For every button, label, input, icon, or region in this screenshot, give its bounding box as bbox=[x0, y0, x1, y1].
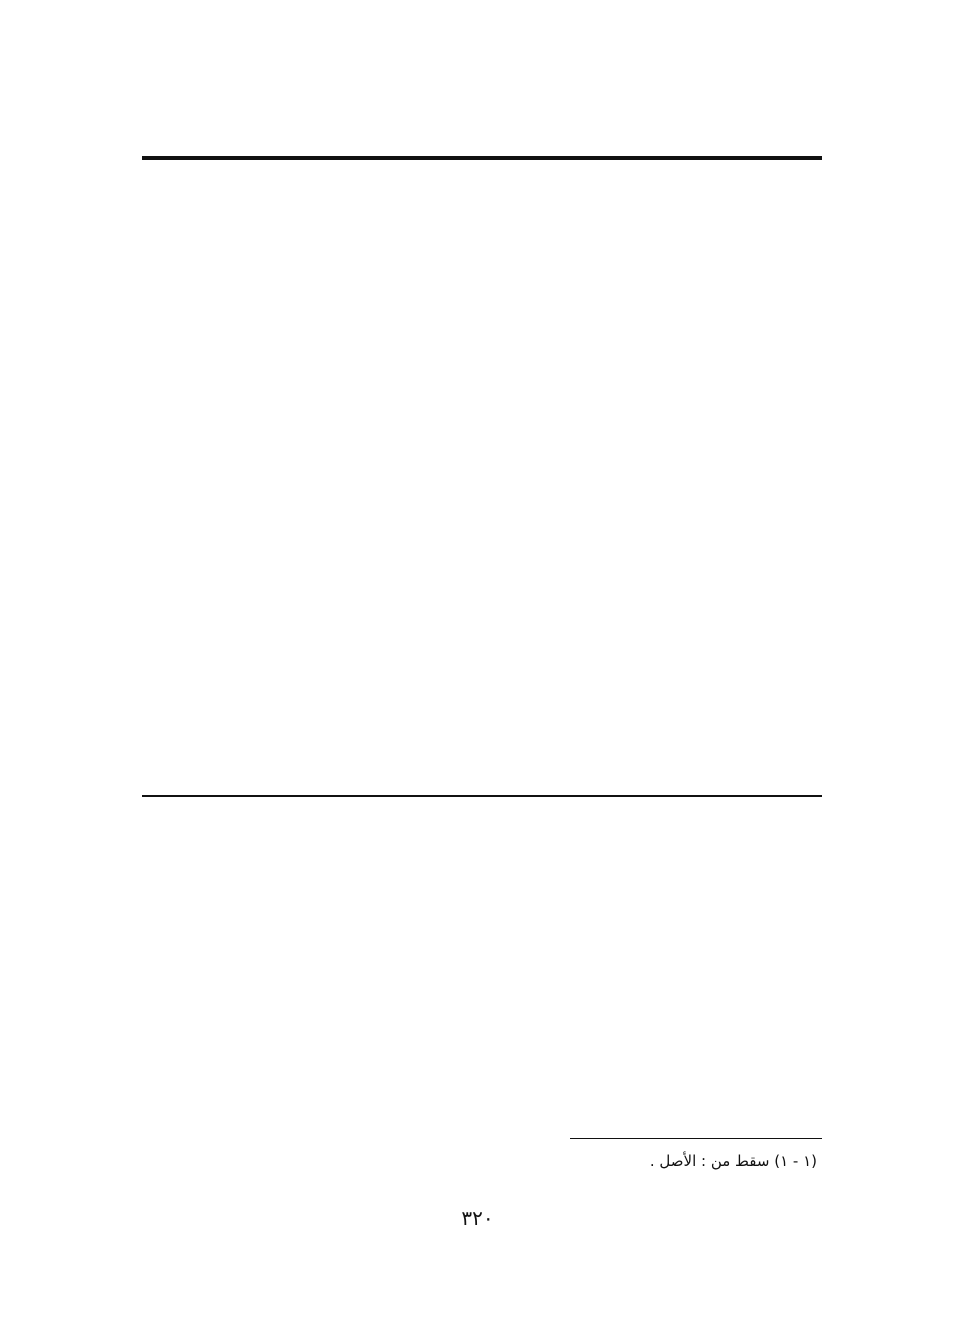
page-number: ٣٢٠ bbox=[461, 1206, 494, 1230]
section-divider bbox=[142, 795, 822, 797]
footnote: (١ - ١) سقط من : الأصل . bbox=[649, 1152, 817, 1170]
footnote-rule bbox=[570, 1138, 822, 1139]
heading-rule bbox=[142, 156, 822, 160]
